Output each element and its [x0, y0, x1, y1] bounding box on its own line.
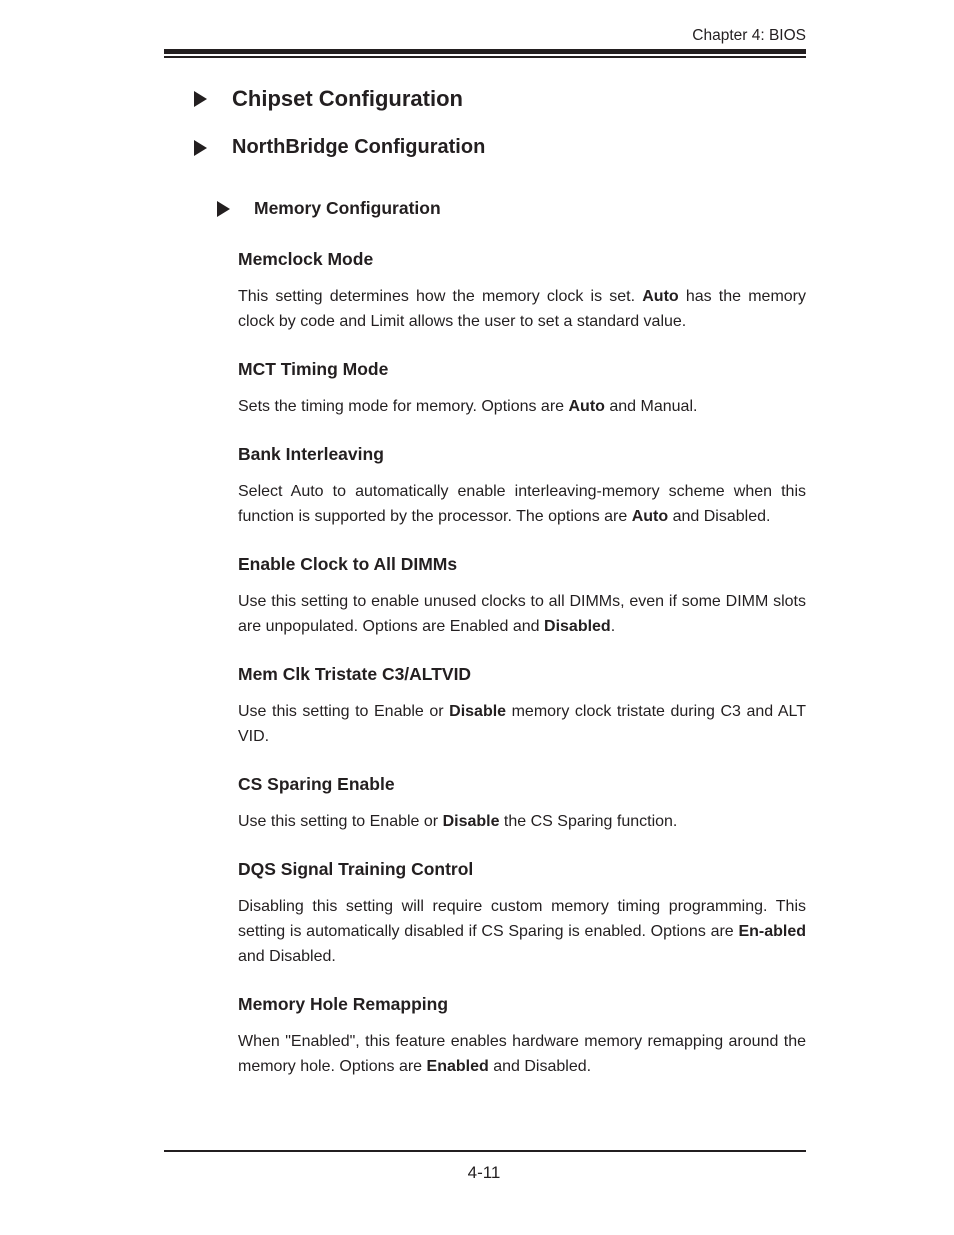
footer-rule: [164, 1150, 806, 1152]
heading-text: Chipset Configuration: [232, 86, 463, 111]
setting-title: Memclock Mode: [238, 249, 374, 269]
setting-section: [238, 553, 806, 663]
header-rule-thin: [164, 56, 806, 58]
setting-title: Bank Interleaving: [238, 444, 384, 464]
description-text: This setting determines how the memory clock is set.: [238, 288, 643, 305]
setting-section: [238, 248, 806, 358]
bold-option-text: Auto: [631, 508, 669, 525]
page-number: 4-11: [467, 1163, 501, 1182]
setting-section: [238, 773, 806, 858]
setting-title: Memory Hole Remapping: [238, 994, 449, 1014]
description-text: has the memory clock by code and Limit allows the user to set a standard value.: [238, 288, 807, 330]
bold-option-text: Auto: [642, 288, 679, 305]
description-text: Select Auto to automatically enable interleaving-memory scheme when this function is supported by the processor. The options are: [238, 483, 806, 525]
setting-section: [238, 358, 806, 443]
bold-option-text: Disable: [442, 813, 500, 830]
setting-title: Enable Clock to All DIMMs: [238, 554, 458, 574]
description-text: Use this setting to Enable or: [238, 813, 443, 830]
setting-title: MCT Timing Mode: [238, 359, 389, 379]
description-text: Use this setting to Enable or: [238, 703, 450, 720]
header-rule-thick: [164, 49, 806, 54]
description-text: memory clock tristate during C3 and ALT VID.: [238, 703, 807, 745]
setting-description: [238, 1029, 806, 1079]
description-text: .: [610, 618, 616, 635]
triangle-bullet-icon: [194, 91, 207, 107]
description-text: the CS Sparing function.: [499, 813, 678, 830]
description-text: and Disabled.: [238, 948, 336, 965]
setting-section: [238, 663, 806, 773]
description-text: and Disabled.: [668, 508, 771, 525]
heading-text: NorthBridge Configuration: [232, 136, 486, 158]
setting-description: [238, 394, 806, 419]
setting-description: [238, 699, 806, 749]
setting-description: [238, 284, 806, 334]
bold-option-text: Enabled: [426, 1058, 489, 1075]
setting-description: [238, 479, 806, 529]
description-text: When "Enabled", this feature enables hardware memory remapping around the memory hole. Options are: [238, 1033, 806, 1075]
setting-section: [238, 858, 806, 993]
bold-option-text: Disable: [449, 703, 507, 720]
description-text: Use this setting to enable unused clocks to all DIMMs, even if some DIMM slots are unpopulated. Options are Enabled and: [238, 593, 806, 635]
settings-sections: [238, 248, 806, 1079]
setting-section: [238, 443, 806, 553]
bold-option-text: En-abled: [738, 923, 806, 940]
description-text: Sets the timing mode for memory. Options are: [238, 398, 569, 415]
description-text: Disabling this setting will require custom memory timing programming. This setting is automatically disabled if CS Sparing is enabled. Options are: [238, 898, 806, 940]
chipset-configuration-heading: [194, 86, 463, 112]
northbridge-configuration-heading: [194, 136, 485, 159]
setting-description: [238, 589, 806, 639]
setting-title: CS Sparing Enable: [238, 774, 395, 794]
setting-section: [238, 993, 806, 1079]
triangle-bullet-icon: [217, 201, 230, 217]
description-text: and Manual.: [604, 398, 698, 415]
memory-configuration-heading: [217, 198, 441, 219]
setting-description: [238, 809, 806, 834]
bold-option-text: Disabled: [544, 618, 611, 635]
triangle-bullet-icon: [194, 140, 207, 156]
setting-title: Mem Clk Tristate C3/ALTVID: [238, 664, 472, 684]
setting-description: [238, 894, 806, 969]
bold-option-text: Auto: [568, 398, 605, 415]
description-text: and Disabled.: [488, 1058, 592, 1075]
heading-text: Memory Configuration: [254, 198, 441, 218]
setting-title: DQS Signal Training Control: [238, 859, 474, 879]
chapter-header: Chapter 4: BIOS: [692, 27, 806, 44]
